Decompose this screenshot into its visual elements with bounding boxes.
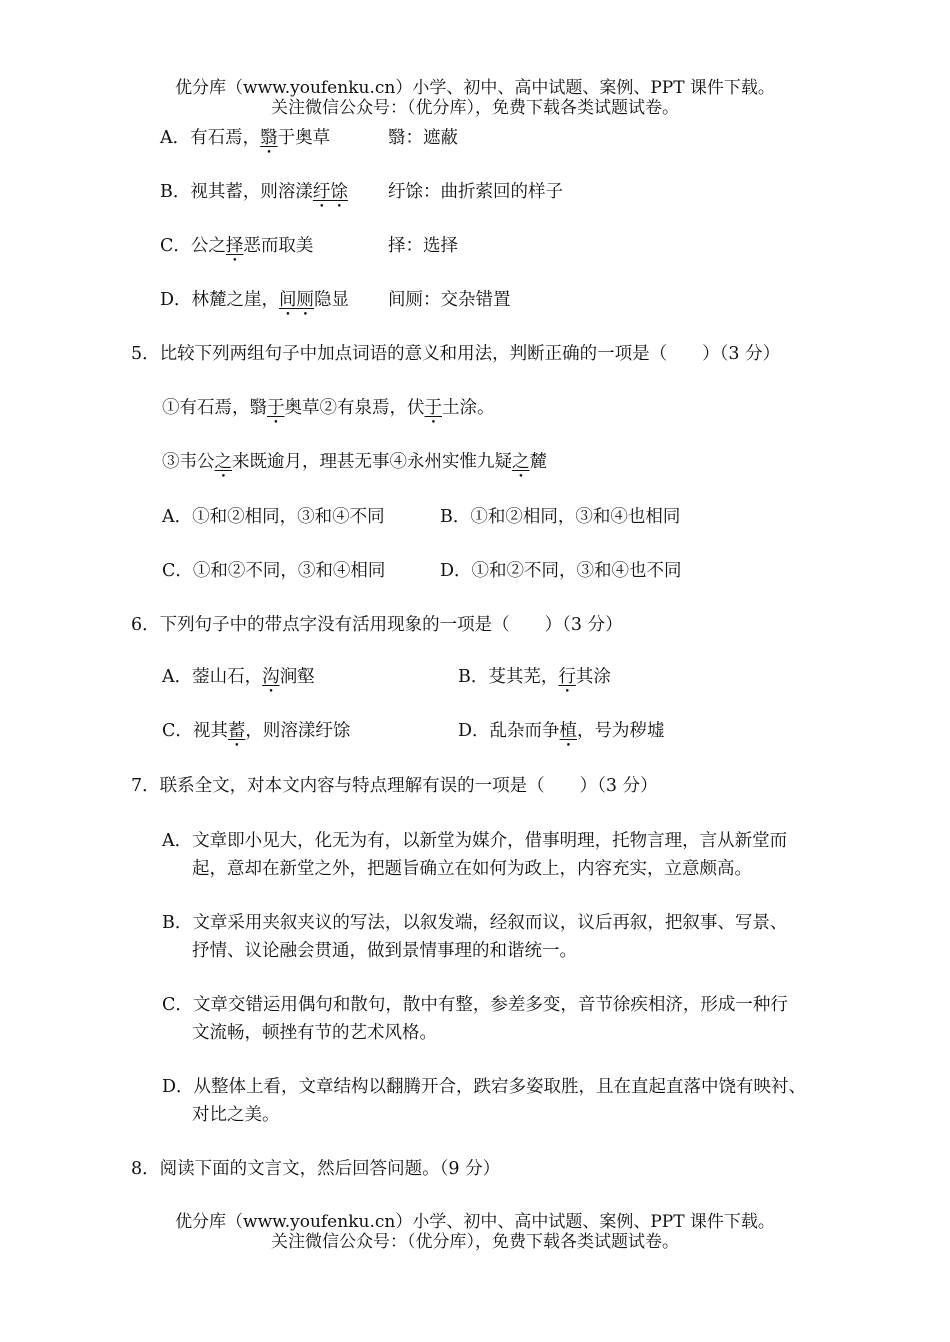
- q7-option-b-line-1: B．文章采用夹叙夹议的写法，以叙发端，经叙而议，议后再叙，把叙事、写景、: [162, 913, 788, 933]
- q5-option-b: B．①和②相同，③和④也相同: [440, 507, 681, 527]
- q7-option-a-line-1: A．文章即小见大，化无为有，以新堂为媒介，借事明理，托物言理，言从新堂而: [162, 831, 788, 851]
- dotted-word: 于: [267, 398, 285, 418]
- dotted-word: 植: [559, 721, 578, 741]
- q5-option-d: D．①和②不同，③和④也不同: [440, 561, 682, 581]
- dotted-word: 蓄: [227, 721, 246, 741]
- dotted-word: 之: [512, 452, 530, 472]
- q7-option-c-line-2: 文流畅，顿挫有节的艺术风格。: [192, 1023, 437, 1043]
- q4-gloss-b: 纡馀：曲折萦回的样子: [388, 182, 563, 202]
- dotted-word: 间厕: [279, 290, 315, 310]
- q4-option-a: A．有石焉，翳于奥草: [160, 128, 331, 148]
- q7-option-b-line-2: 抒情、议论融会贯通，做到景情事理的和谐统一。: [192, 941, 577, 961]
- q4-option-c: C．公之择恶而取美: [160, 236, 314, 256]
- q7-option-d-line-1: D．从整体上看，文章结构以翻腾开合，跌宕多姿取胜，且在直起直落中饶有映衬、: [162, 1077, 807, 1097]
- page-header-line-1: 优分库（www.youfenku.cn）小学、初中、高中试题、案例、PPT 课件下载。: [175, 78, 775, 98]
- q6-stem: 6．下列句子中的带点字没有活用现象的一项是（ ）（3 分）: [131, 615, 623, 635]
- dotted-word: 纡馀: [312, 182, 348, 202]
- q4-gloss-c: 择：选择: [388, 236, 458, 256]
- q4-gloss-a: 翳：遮蔽: [388, 128, 458, 148]
- q4-option-b: B．视其蓄，则溶漾纡馀: [160, 182, 348, 202]
- dotted-word: 之: [214, 452, 232, 472]
- q7-option-a-line-2: 起，意却在新堂之外，把题旨确立在如何为政上，内容充实，立意颇高。: [192, 859, 752, 879]
- dotted-word: 翳: [260, 128, 278, 148]
- q5-option-a: A．①和②相同，③和④不同: [162, 507, 385, 527]
- q7-option-c-line-1: C．文章交错运用偶句和散句，散中有整，参差多变，音节徐疾相济，形成一种行: [162, 995, 788, 1015]
- q7-stem: 7．联系全文，对本文内容与特点理解有误的一项是（ ）（3 分）: [131, 776, 658, 796]
- dotted-word: 择: [225, 236, 244, 256]
- q5-sentence-1: ①有石焉，翳于奥草②有泉焉，伏于土涂。: [162, 398, 495, 418]
- page-footer-line-1: 优分库（www.youfenku.cn）小学、初中、高中试题、案例、PPT 课件下载。: [175, 1212, 775, 1232]
- q5-sentence-2: ③韦公之来既逾月，理甚无事④永州实惟九疑之麓: [162, 452, 547, 472]
- q5-stem: 5．比较下列两组句子中加点词语的意义和用法，判断正确的一项是（ ）（3 分）: [131, 344, 781, 364]
- dotted-word: 行: [558, 667, 576, 687]
- q4-option-d: D．林麓之崖，间厕隐显: [160, 290, 350, 310]
- dotted-word: 沟: [262, 667, 280, 687]
- q4-gloss-d: 间厕：交杂错置: [388, 290, 511, 310]
- q5-option-c: C．①和②不同，③和④相同: [162, 561, 386, 581]
- q8-stem: 8．阅读下面的文言文，然后回答问题。（9 分）: [131, 1159, 501, 1179]
- page-header-line-2: 关注微信公众号：（优分库），免费下载各类试题试卷。: [271, 98, 679, 118]
- page-footer-line-2: 关注微信公众号：（优分库），免费下载各类试题试卷。: [271, 1232, 679, 1252]
- dotted-word: 于: [424, 398, 442, 418]
- q6-option-a: A．蓥山石，沟涧壑: [162, 667, 315, 687]
- q7-option-d-line-2: 对比之美。: [192, 1105, 280, 1125]
- q6-option-d: D．乱杂而争植，号为秽墟: [458, 721, 665, 741]
- q6-option-c: C．视其蓄，则溶漾纡馀: [162, 721, 351, 741]
- q6-option-b: B．芟其芜，行其涂: [458, 667, 611, 687]
